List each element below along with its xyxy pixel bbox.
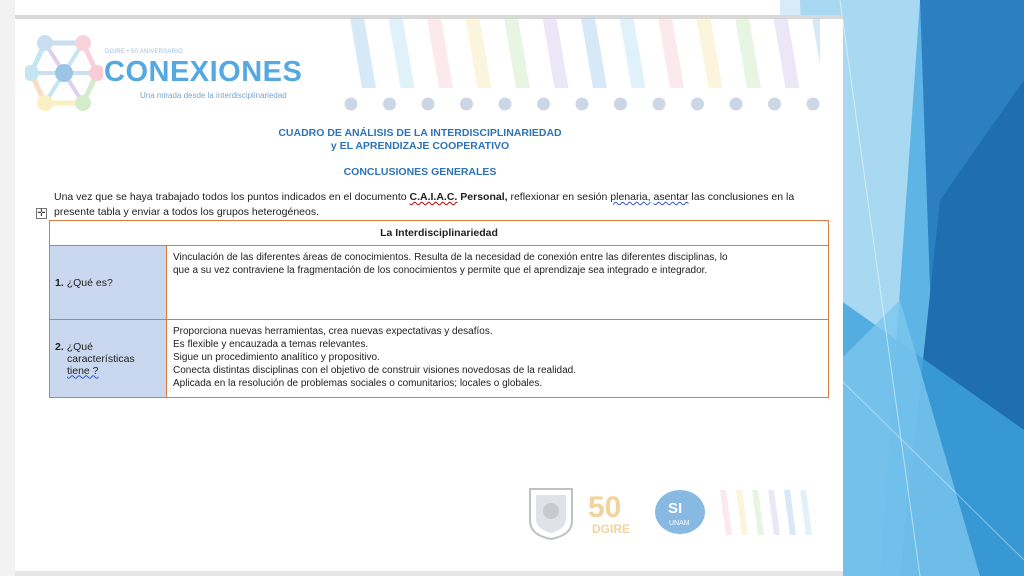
dgire-50-logo [588,491,630,536]
footer-stripe [720,490,732,535]
header-stripe [812,18,820,88]
logo-tagline: DGIRE • 50 ANIVERSARIO [105,49,183,55]
intro-plenaria: plenaria, [610,191,651,203]
header-dot [691,98,704,111]
header-dot [345,98,358,111]
intro-caiac: C.A.I.A.C. [409,191,458,203]
si-unam-logo [655,490,705,534]
question-text: ¿Qué [66,340,93,353]
header-stripe [620,18,646,88]
intro-personal: Personal, [457,191,508,203]
header-dot [768,98,781,111]
si-text: SI [668,500,683,517]
intro-text-2: reflexionar en sesión [507,191,611,203]
header-stripe [774,18,800,88]
header-stripe [735,18,761,88]
header-dot [422,98,435,111]
table-row [50,246,829,320]
slide-left-margin [0,0,15,576]
dgire-number: 50 [588,491,622,524]
footer-stripes-decoration [720,490,812,535]
footer-stripe [784,490,796,535]
intro-paragraph [54,190,814,220]
header-dot [576,98,589,111]
intro-text-4: las conclusiones en la presente tabla y enviar a todos los grupos heterogéneos. [54,191,795,218]
answer-cell[interactable] [167,320,829,398]
interdisciplinarity-table [49,220,829,398]
header-stripe [427,18,453,88]
heading-conclusiones: CONCLUSIONES GENERALES [343,166,497,178]
header-dot [653,98,666,111]
question-text: tiene ? [67,364,99,377]
header-dot [499,98,512,111]
conexiones-logo-icon [25,33,103,113]
header-dot [730,98,743,111]
answer-line: Es flexible y encauzada a temas relevantes. [173,339,369,350]
intro-text-1: Una vez que se haya trabajado todos los puntos indicados en el documento [54,191,410,203]
answer-line: que a su vez contraviene la fragmentación de los conocimientos y permite que el aprendizaje sea integrado e integrador. [173,265,708,276]
question-number: 1. [55,276,64,289]
header-stripe [697,18,723,88]
table-header: La Interdisciplinariedad [50,221,829,246]
heading-line-2: y EL APRENDIZAJE COOPERATIVO [330,140,510,152]
footer-stripe [752,490,764,535]
header-dot [614,98,627,111]
header-dot [537,98,550,111]
unam-text: UNAM [669,520,690,527]
header-stripe [389,18,415,88]
table-move-handle-icon[interactable]: ✛ [37,208,46,219]
header-stripe [504,18,530,88]
question-cell [50,246,167,320]
question-number: 2. [55,340,64,353]
footer-stripe [800,490,812,535]
header-stripe [543,18,569,88]
footer-stripe [768,490,780,535]
table-row [50,320,829,398]
question-text: características [67,352,135,365]
header-dot [807,98,820,111]
dgire-text: DGIRE [592,522,631,536]
header-dot [383,98,396,111]
header-stripe [466,18,492,88]
header-stripe [658,18,684,88]
footer-logos [528,485,818,541]
document-page-edge [15,571,843,576]
header-dot [460,98,473,111]
answer-line: Proporciona nuevas herramientas, crea nuevas expectativas y desafíos. [173,326,493,337]
answer-line: Vinculación de las diferentes áreas de conocimientos. Resulta de la necesidad de conexión entre las diferentes disciplinas, lo [173,252,728,263]
logo-title: CONEXIONES [104,56,303,88]
question-cell [50,320,167,398]
answer-line: Conecta distintas disciplinas con el objetivo de construir visiones novedosas de la realidad. [173,365,577,376]
answer-cell[interactable] [167,246,829,320]
logo-subtitle: Una mirada desde la interdisciplinariedad [140,91,287,100]
question-text: ¿Qué es? [66,276,113,289]
intro-asentar: asentar [653,191,689,203]
unam-seal-icon [530,489,572,539]
header-stripe [350,18,376,88]
answer-line: Sigue un procedimiento analítico y propositivo. [173,352,380,363]
footer-stripe [736,490,748,535]
header-stripes-decoration [340,18,820,116]
heading-line-1: CUADRO DE ANÁLISIS DE LA INTERDISCIPLINARIEDAD [278,127,562,139]
answer-line: Aplicada en la resolución de problemas sociales o comunitarios; locales o globales. [173,378,543,389]
header-stripe [581,18,607,88]
